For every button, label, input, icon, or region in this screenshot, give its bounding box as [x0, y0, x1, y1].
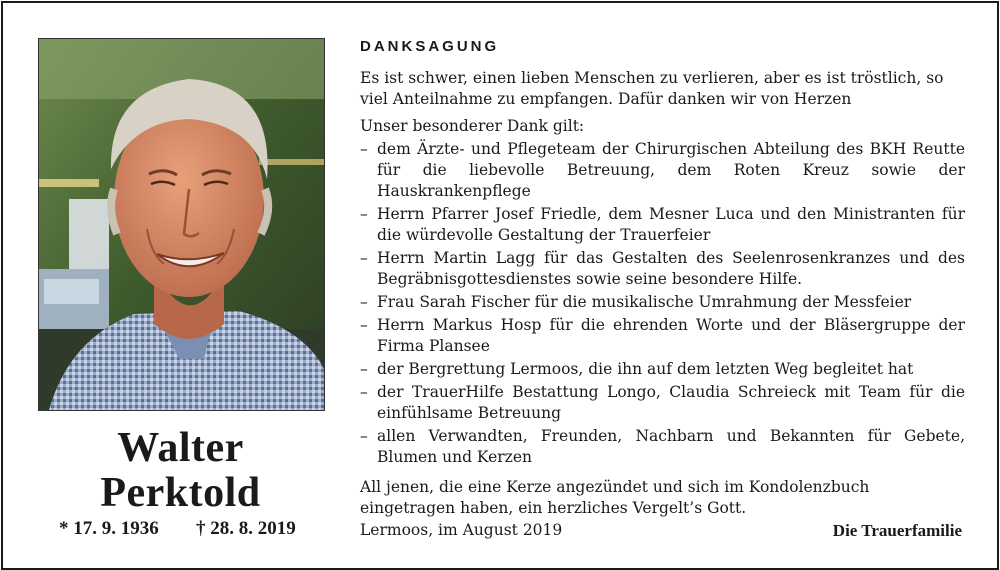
list-item: – der TrauerHilfe Bestattung Longo, Claudia Schreieck mit Team für die einfühlsame Betreuung — [360, 382, 965, 424]
notice-text-column — [360, 36, 965, 525]
intro-paragraph: Es ist schwer, einen lieben Menschen zu verlieren, aber es ist tröstlich, so viel Anteilnahme zu empfangen. Dafür danken wir von Herzen — [360, 69, 944, 108]
notice-frame — [1, 1, 999, 570]
list-item: – Herrn Pfarrer Josef Friedle, dem Mesner Luca und den Ministranten für die würdevolle Gestaltung der Trauerfeier — [360, 204, 965, 246]
list-item: – dem Ärzte- und Pflegeteam der Chirurgischen Abteilung des BKH Reutte für die liebevolle Betreuung, dem Roten Kreuz sowie der Hauskrankenpflege — [360, 139, 965, 202]
list-item: – Frau Sarah Fischer für die musikalische Umrahmung der Messfeier — [360, 292, 965, 313]
birth-date: * 17. 9. 1936 — [59, 518, 159, 539]
list-item: – der Bergrettung Lermoos, die ihn auf dem letzten Weg begleitet hat — [360, 359, 965, 380]
notice-heading: DANKSAGUNG — [360, 38, 500, 55]
death-date: † 28. 8. 2019 — [196, 518, 296, 539]
thanks-intro: Unser besonderer Dank gilt: — [360, 117, 585, 135]
signature: Die Trauerfamilie — [832, 521, 962, 540]
portrait-photo — [38, 38, 325, 411]
last-name: Perktold — [100, 470, 261, 516]
list-item: – Herrn Markus Hosp für die ehrenden Worte und der Bläsergruppe der Firma Plansee — [360, 315, 965, 357]
thanks-list — [360, 139, 965, 468]
first-name: Walter — [117, 425, 244, 471]
list-item: – allen Verwandten, Freunden, Nachbarn und Bekannten für Gebete, Blumen und Kerzen — [360, 426, 965, 468]
list-item: – Herrn Martin Lagg für das Gestalten des Seelenrosenkranzes und des Begräbnisgottesdienstes sowie seine besondere Hilfe. — [360, 248, 965, 290]
portrait-illustration — [39, 39, 324, 410]
place-date: Lermoos, im August 2019 — [360, 521, 563, 539]
closing-paragraph: All jenen, die eine Kerze angezündet und sich im Kondolenzbuch eingetragen haben, ein herzliches Vergelt’s Gott. — [360, 478, 870, 517]
